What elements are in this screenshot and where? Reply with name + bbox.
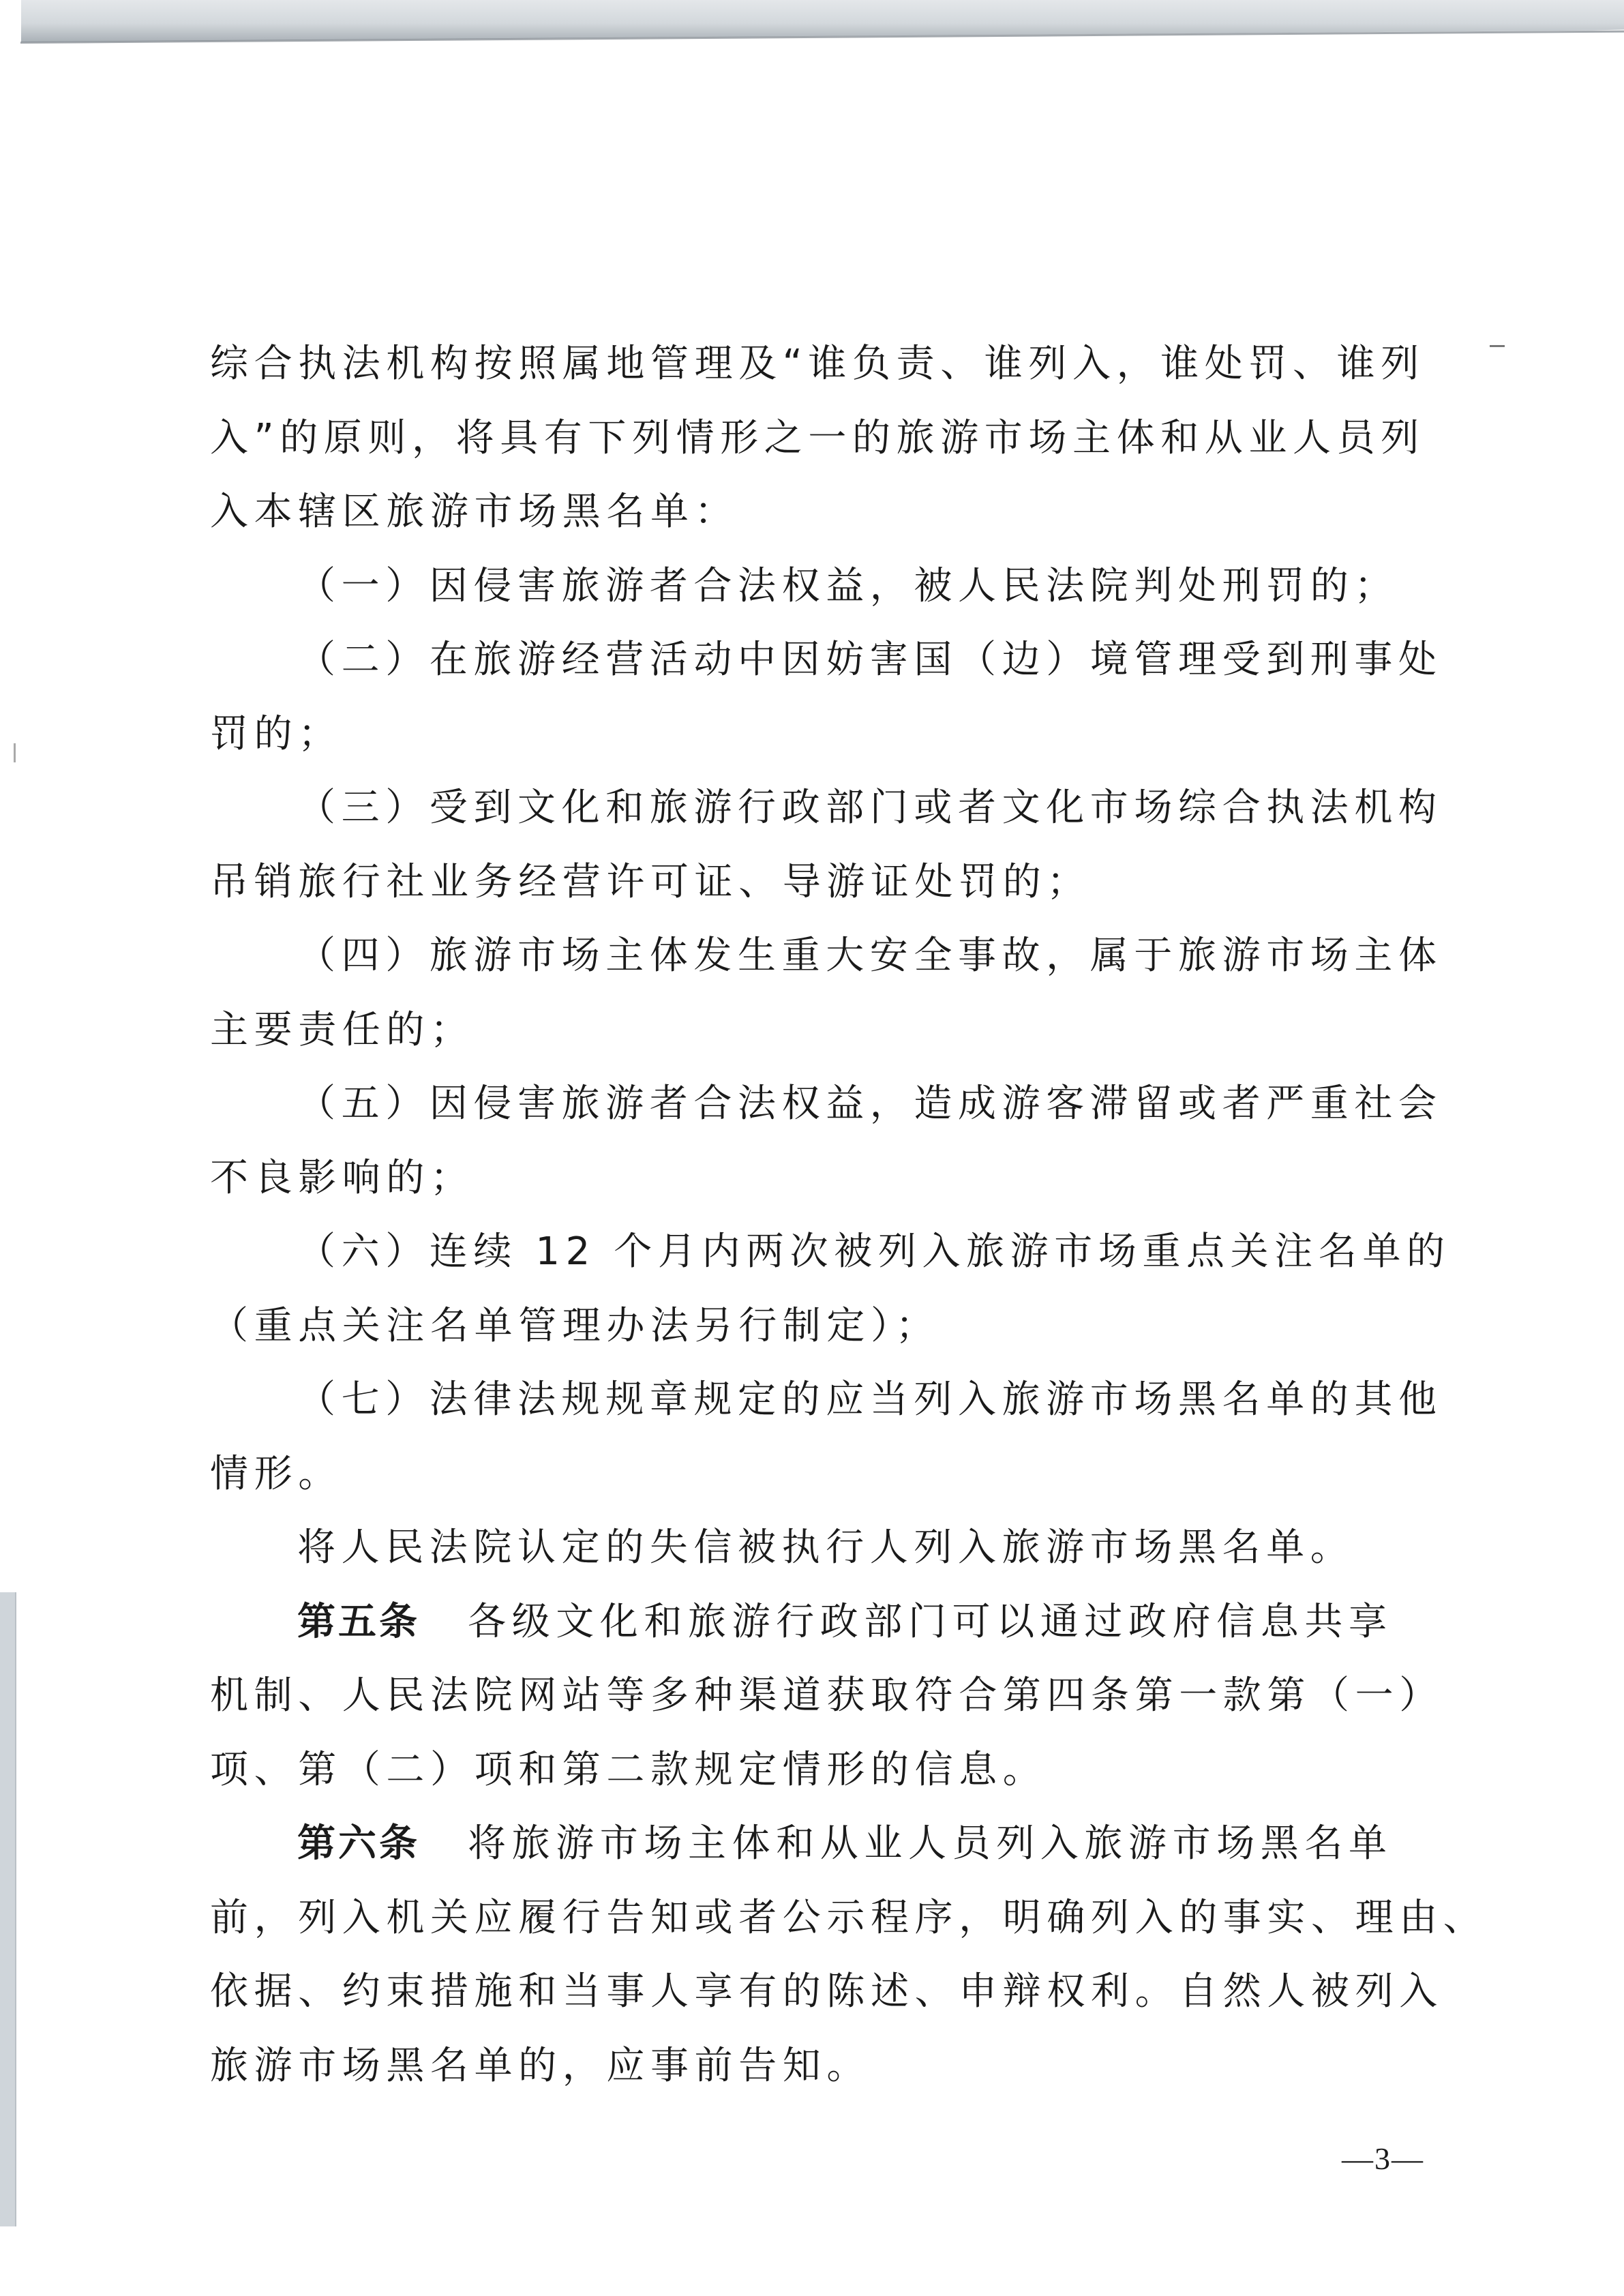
list-item-4: （四）旅游市场主体发生重大安全事故，属于旅游市场主体 [297, 934, 1443, 978]
page-number: —3— [1342, 2141, 1424, 2176]
text-line: 不良影响的； [210, 1155, 475, 1200]
list-item-7: （七）法律法规规章规定的应当列入旅游市场黑名单的其他 [297, 1377, 1443, 1422]
article-6-heading: 第六条 [297, 1821, 420, 1866]
text-line: 情形。 [210, 1451, 342, 1496]
article-6-first-line [210, 1807, 1426, 1881]
text-line: 吊销旅行社业务经营许可证、导游证处罚的； [210, 859, 1091, 904]
text-line: 项、第（二）项和第二款规定情形的信息。 [210, 1747, 1047, 1792]
article-5-first-line [210, 1585, 1426, 1660]
text-line: 入”的原则，将具有下列情形之一的旅游市场主体和从业人员列 [210, 415, 1425, 460]
text-line: 综合执法机构按照属地管理及“谁负责、谁列入，谁处罚、谁列 [210, 342, 1425, 386]
list-item-3: （三）受到文化和旅游行政部门或者文化市场综合执法机构 [297, 786, 1443, 830]
text-line: 旅游市场黑名单的，应事前告知。 [210, 2043, 871, 2088]
list-item-5: （五）因侵害旅游者合法权益，造成游客滞留或者严重社会 [297, 1082, 1443, 1126]
list-item-6: （六）连续 12 个月内两次被列入旅游市场重点关注名单的 [297, 1229, 1451, 1274]
document-body [210, 327, 1488, 2103]
margin-mark [1490, 345, 1505, 347]
text-line: 依据、约束措施和当事人享有的陈述、申辩权利。自然人被列入 [210, 1969, 1443, 2014]
paragraph: 将人民法院认定的失信被执行人列入旅游市场黑名单。 [297, 1525, 1355, 1570]
list-item-2: （二）在旅游经营活动中因妨害国（边）境管理受到刑事处 [297, 638, 1443, 682]
list-item-1: （一）因侵害旅游者合法权益，被人民法院判处刑罚的； [297, 563, 1398, 608]
text-line: 罚的； [210, 711, 342, 756]
text-line: 机制、人民法院网站等多种渠道获取符合第四条第一款第（一） [210, 1673, 1443, 1718]
article-5-heading: 第五条 [297, 1599, 420, 1644]
scan-left-edge [0, 1592, 16, 2226]
article-6-text: 将旅游市场主体和从业人员列入旅游市场黑名单 [468, 1821, 1393, 1866]
text-line: （重点关注名单管理办法另行制定）； [210, 1303, 940, 1348]
text-line: 前，列入机关应履行告知或者公示程序，明确列入的事实、理由、 [210, 1895, 1488, 1940]
text-line: 入本辖区旅游市场黑名单： [210, 490, 739, 534]
text-line: 主要责任的； [210, 1007, 475, 1052]
article-5-text: 各级文化和旅游行政部门可以通过政府信息共享 [468, 1599, 1393, 1644]
margin-mark [14, 743, 16, 762]
